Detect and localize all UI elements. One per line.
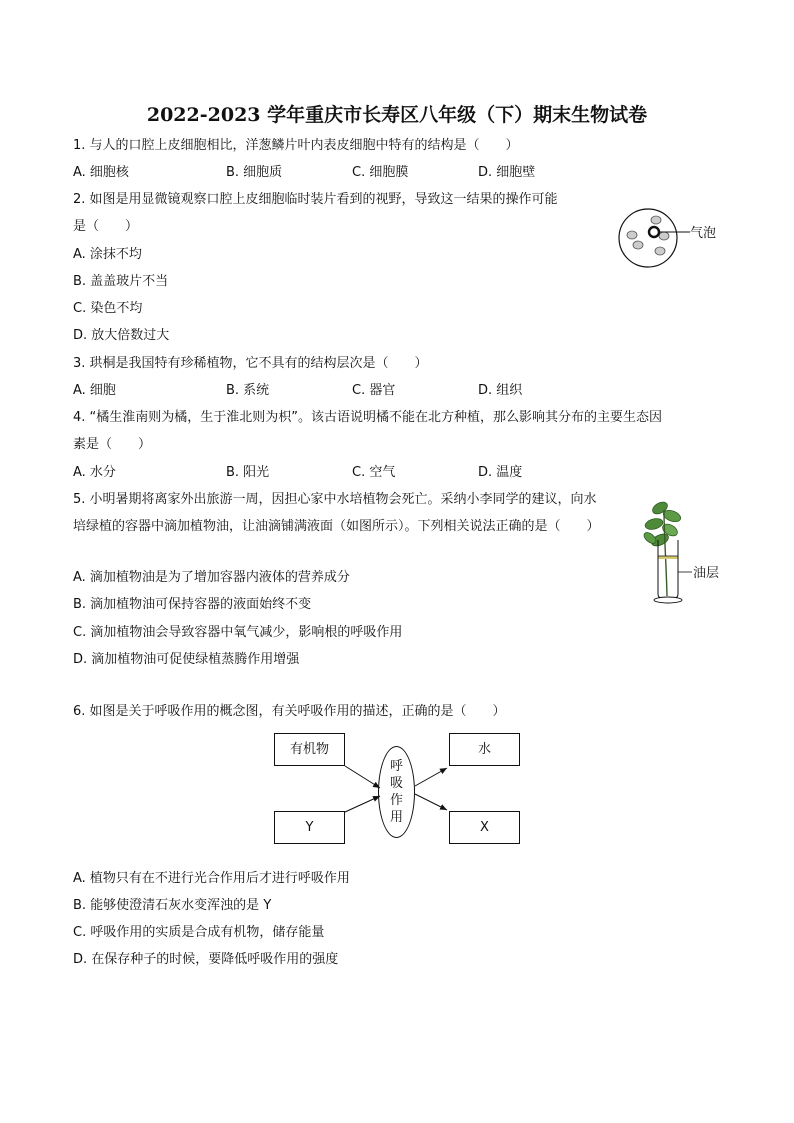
q5-option-b: B. 滴加植物油可保持容器的液面始终不变 bbox=[73, 597, 312, 612]
q2-option-c: C. 染色不均 bbox=[73, 301, 143, 316]
respiration-char-1: 呼 bbox=[389, 759, 403, 774]
q1-option-c: C. 细胞膜 bbox=[352, 165, 409, 180]
q4-option-d: D. 温度 bbox=[478, 465, 523, 480]
q5-stem-line1: 5. 小明暑期将离家外出旅游一周，因担心家中水培植物会死亡。采纳小李同学的建议，向水 bbox=[73, 492, 597, 507]
q6-option-c: C. 呼吸作用的实质是合成有机物，储存能量 bbox=[73, 925, 325, 940]
respiration-char-4: 用 bbox=[389, 810, 403, 825]
q1-option-a: A. 细胞核 bbox=[73, 165, 129, 180]
q6-option-a: A. 植物只有在不进行光合作用后才进行呼吸作用 bbox=[73, 871, 350, 886]
water-box: 水 bbox=[449, 733, 520, 766]
q2-option-d: D. 放大倍数过大 bbox=[73, 328, 170, 343]
organic-matter-box: 有机物 bbox=[274, 733, 345, 766]
respiration-char-3: 作 bbox=[389, 793, 403, 808]
q2-stem-line2: 是（ ） bbox=[73, 219, 139, 234]
q3-option-c: C. 器官 bbox=[352, 383, 396, 398]
respiration-oval bbox=[378, 746, 415, 838]
q1-option-d: D. 细胞壁 bbox=[478, 165, 536, 180]
q5-stem-line2: 培绿植的容器中滴加植物油，让油滴铺满液面（如图所示）。下列相关说法正确的是（ ） bbox=[73, 519, 600, 534]
q5-option-a: A. 滴加植物油是为了增加容器内液体的营养成分 bbox=[73, 570, 350, 585]
q5-option-d: D. 滴加植物油可促使绿植蒸腾作用增强 bbox=[73, 652, 300, 667]
q3-option-a: A. 细胞 bbox=[73, 383, 116, 398]
q4-stem-line1: 4. “橘生淮南则为橘，生于淮北则为枳”。该古语说明橘不能在北方种植，那么影响其分布的主要生态因 bbox=[73, 410, 663, 425]
y-box: Y bbox=[274, 811, 345, 844]
oil-layer-label: 油层 bbox=[693, 566, 720, 581]
q6-option-d: D. 在保存种子的时候，要降低呼吸作用的强度 bbox=[73, 952, 339, 967]
respiration-concept-diagram bbox=[270, 728, 525, 862]
q3-option-d: D. 组织 bbox=[478, 383, 523, 398]
q3-option-b: B. 系统 bbox=[226, 383, 270, 398]
plant-in-container-icon bbox=[640, 496, 730, 608]
q4-stem-line2: 素是（ ） bbox=[73, 437, 152, 452]
q1-option-b: B. 细胞质 bbox=[226, 165, 283, 180]
q2-stem-line1: 2. 如图是用显微镜观察口腔上皮细胞临时装片看到的视野，导致这一结果的操作可能 bbox=[73, 192, 558, 207]
x-box: X bbox=[449, 811, 520, 844]
q6-option-b: B. 能够使澄清石灰水变浑浊的是 Y bbox=[73, 898, 272, 913]
q4-option-b: B. 阳光 bbox=[226, 465, 270, 480]
q5-option-c: C. 滴加植物油会导致容器中氧气减少，影响根的呼吸作用 bbox=[73, 625, 403, 640]
hydroponic-plant-figure bbox=[640, 496, 730, 608]
q4-option-a: A. 水分 bbox=[73, 465, 116, 480]
q3-stem: 3. 珙桐是我国特有珍稀植物，它不具有的结构层次是（ ） bbox=[73, 356, 428, 371]
q2-option-a: A. 涂抹不均 bbox=[73, 247, 142, 262]
q2-option-b: B. 盖盖玻片不当 bbox=[73, 274, 169, 289]
q6-stem: 6. 如图是关于呼吸作用的概念图，有关呼吸作用的描述，正确的是（ ） bbox=[73, 704, 506, 719]
respiration-char-2: 吸 bbox=[389, 776, 403, 791]
page-title: 2022-2023 学年重庆市长寿区八年级（下）期末生物试卷 bbox=[146, 104, 648, 126]
bubble-label: 气泡 bbox=[690, 226, 717, 241]
q1-stem: 1. 与人的口腔上皮细胞相比，洋葱鳞片叶内表皮细胞中特有的结构是（ ） bbox=[73, 138, 519, 153]
q4-option-c: C. 空气 bbox=[352, 465, 396, 480]
